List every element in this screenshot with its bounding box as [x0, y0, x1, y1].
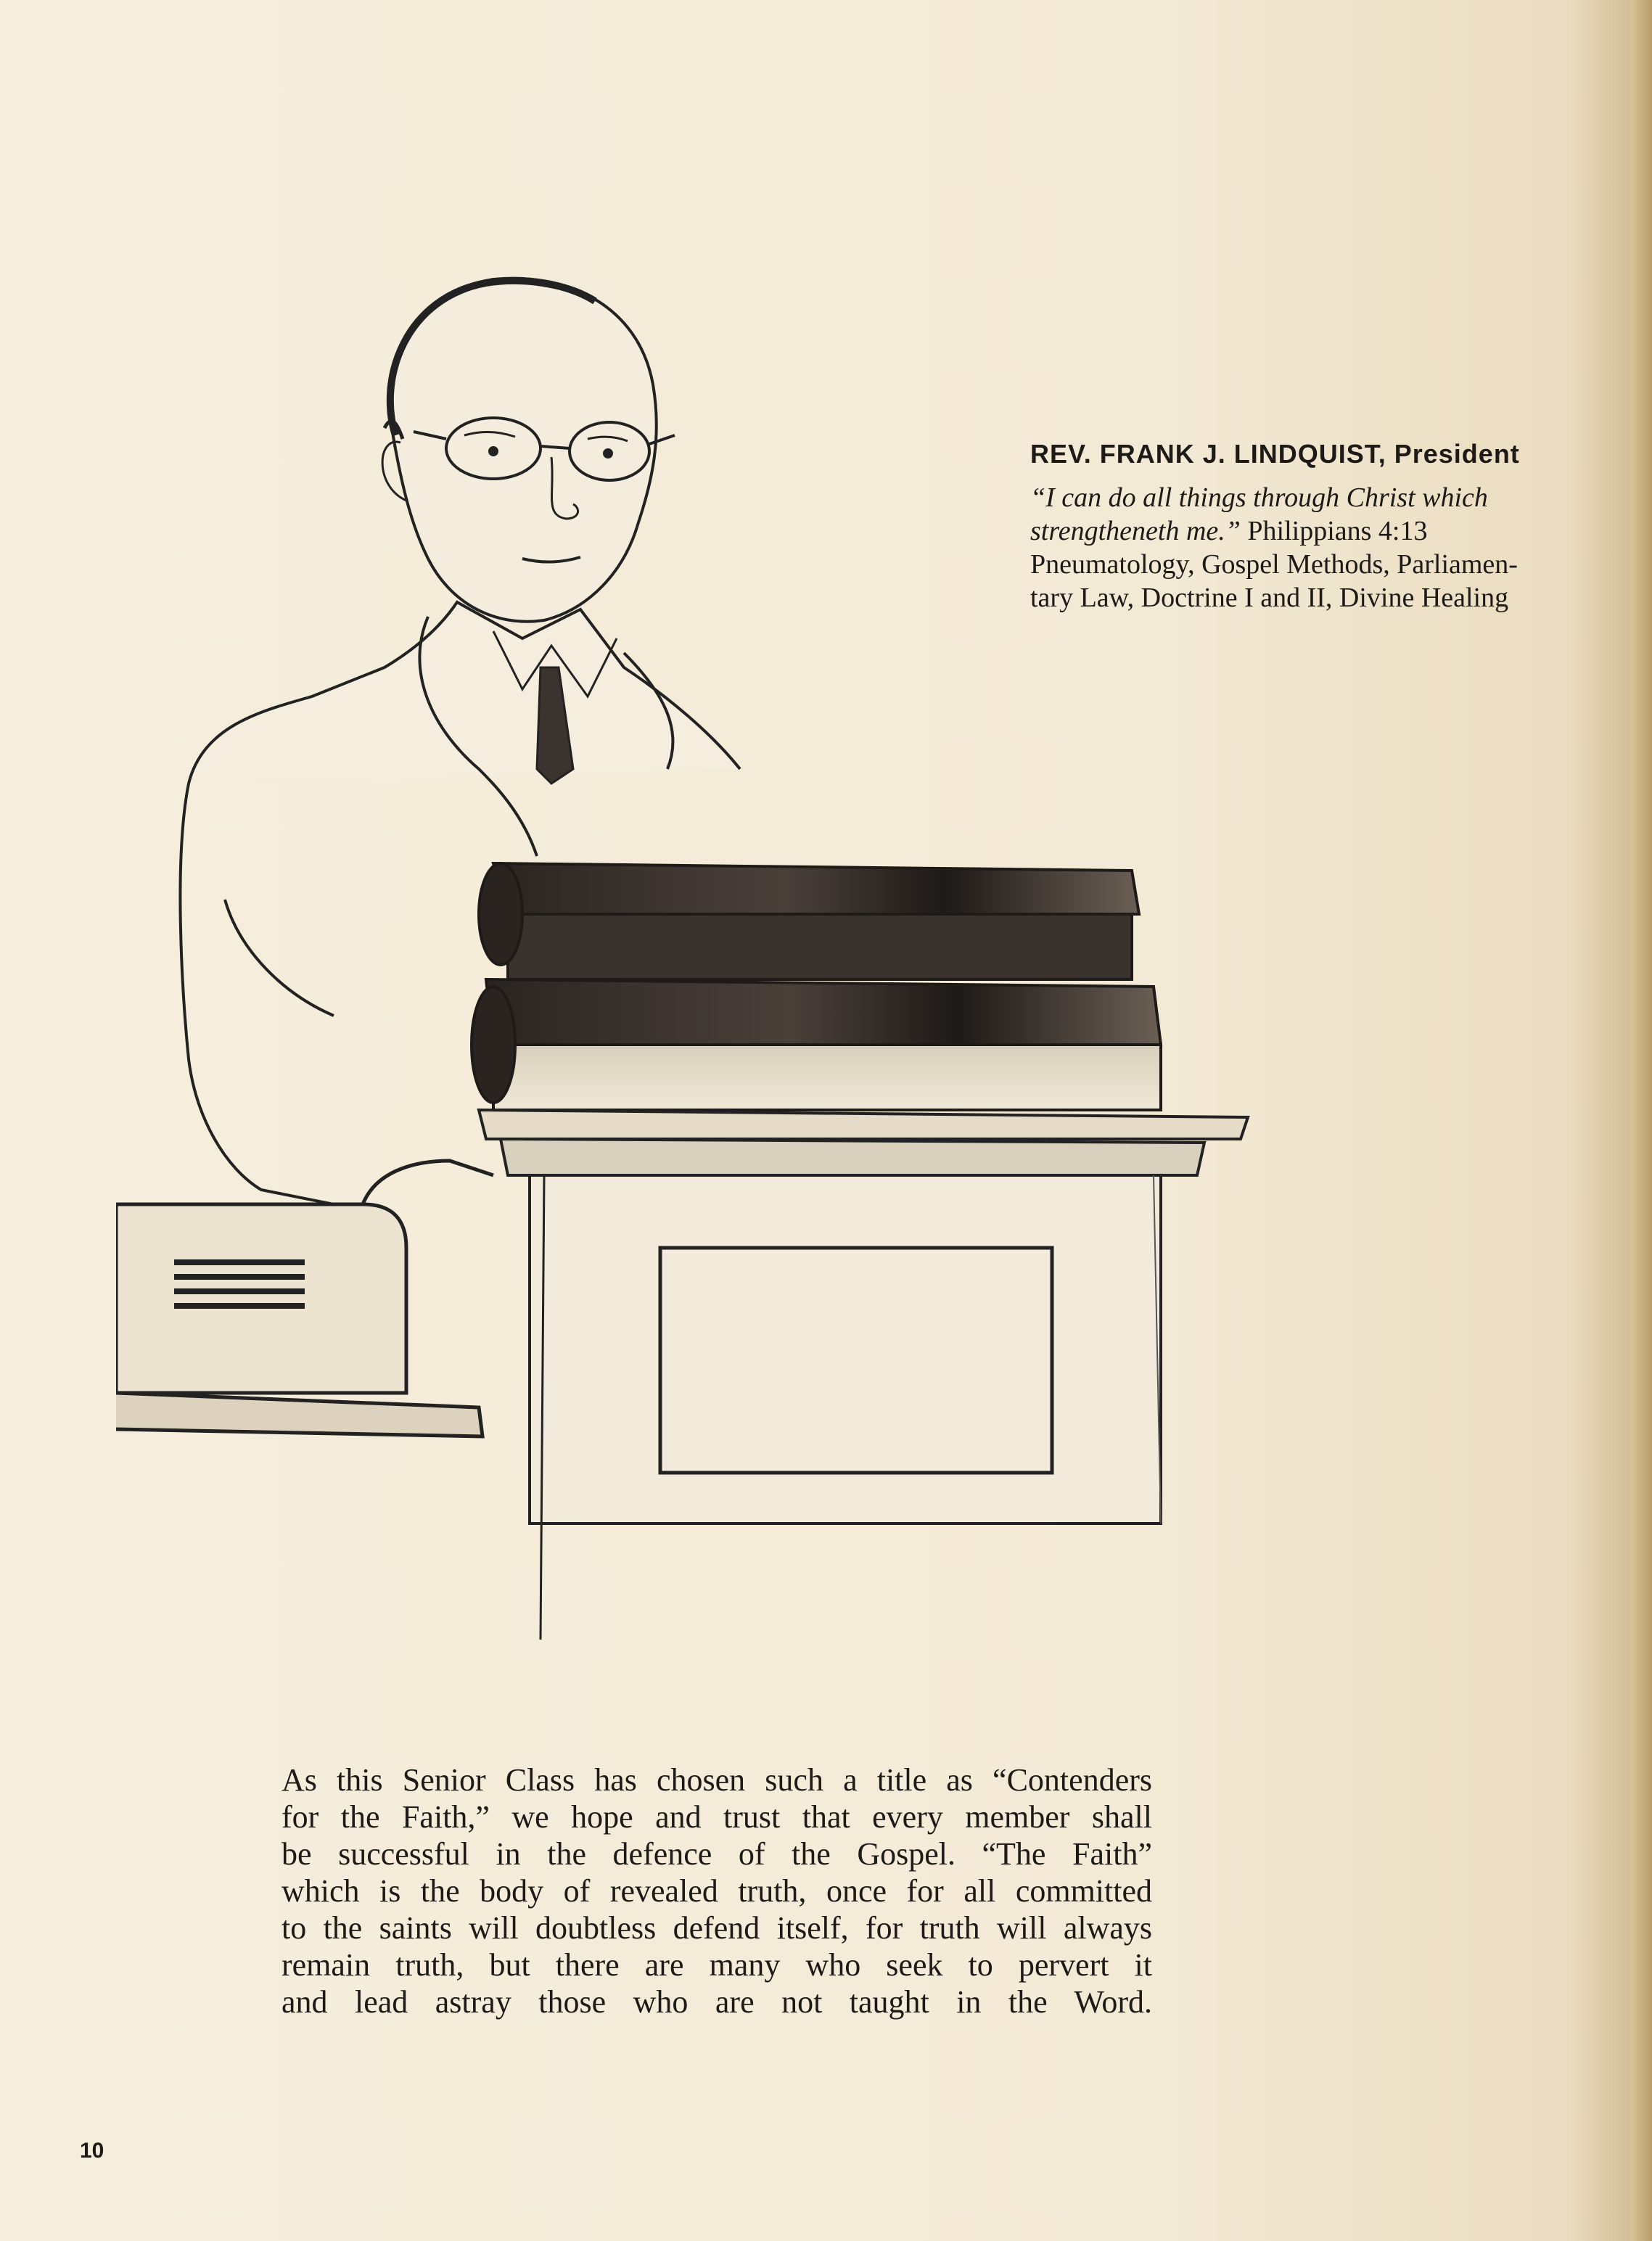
verse-reference: Philippians 4:13	[1240, 516, 1428, 546]
pulpit-drawing	[479, 1110, 1248, 1640]
subjects-line-2: tary Law, Doctrine I and II, Divine Healing	[1030, 583, 1509, 613]
verse-line-1: “I can do all things through Christ which	[1030, 482, 1488, 513]
subjects-line-1: Pneumatology, Gospel Methods, Parliamen-	[1030, 549, 1518, 580]
head-drawing	[382, 279, 675, 622]
body-line: As this Senior Class has chosen such a title as “Contenders	[282, 1762, 1152, 1798]
book-gutter	[1630, 0, 1652, 2241]
person-name: REV. FRANK J. LINDQUIST, President	[1030, 439, 1520, 469]
page-number: 10	[80, 2139, 104, 2163]
body-line: for the Faith,” we hope and trust that every member shall	[282, 1799, 1152, 1835]
body-line: which is the body of revealed truth, once for all committed	[282, 1873, 1152, 1909]
body-line: to the saints will doubtless defend itself, for truth will always	[282, 1910, 1152, 1946]
verse-line-2-italic: strengtheneth me.”	[1030, 516, 1241, 546]
books-drawing	[472, 863, 1161, 1110]
body-line: remain truth, but there are many who seek to pervert it	[282, 1947, 1152, 1983]
body-line: and lead astray those who are not taught in the Word.	[282, 1984, 1152, 2020]
caption-body	[1030, 481, 1582, 614]
verse-line-2	[1030, 514, 1582, 548]
bench-drawing	[116, 1161, 493, 1436]
body-paragraph	[282, 1761, 1152, 2020]
portrait-caption	[1030, 439, 1582, 614]
body-line: be successful in the defence of the Gospel. “The Faith”	[282, 1836, 1152, 1872]
